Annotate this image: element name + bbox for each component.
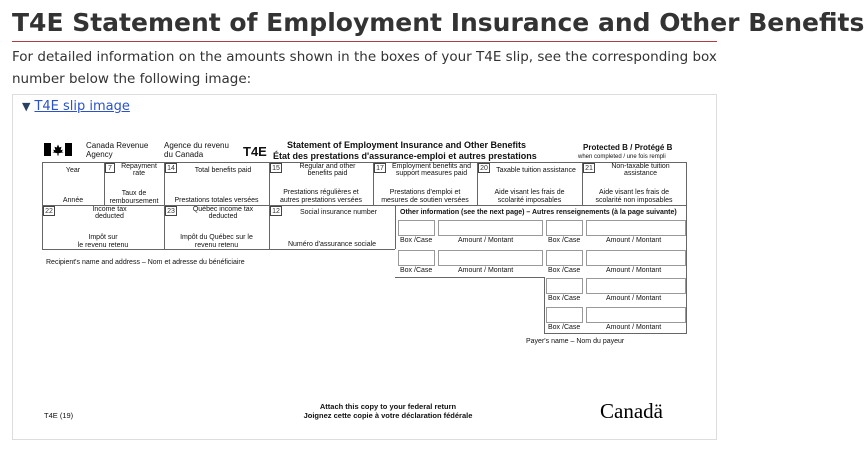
other-box-field	[398, 250, 435, 266]
agency-fr: Agence du revenu du Canada	[164, 141, 229, 159]
box-number-20: 20	[478, 163, 490, 173]
box-12-label-en: Social insurance number	[299, 209, 378, 216]
grid-line	[686, 205, 687, 334]
box-15-label-fr: Prestations régulières et autres prestations versées	[279, 189, 363, 204]
box-number-14: 14	[165, 163, 177, 173]
other-box-field	[398, 220, 435, 236]
other-box-field	[546, 250, 583, 266]
details-summary[interactable]	[22, 99, 130, 114]
title-rule	[12, 41, 717, 42]
agency-en: Canada Revenue Agency	[86, 141, 149, 159]
expand-triangle-icon: ▼	[22, 100, 31, 113]
box-case-label: Box /Case	[548, 237, 581, 244]
amount-label: Amount / Montant	[458, 237, 514, 244]
box-case-label: Box /Case	[400, 267, 433, 274]
box-case-label: Box /Case	[400, 237, 433, 244]
box-23-label-fr: Impôt du Québec sur le revenu retenu	[180, 234, 253, 249]
box-21-label-en: Non-taxable tuition assistance	[611, 163, 670, 177]
other-amount-field	[438, 220, 543, 236]
box-14-label-en: Total benefits paid	[194, 167, 252, 174]
recipient-label: Recipient's name and address – Nom et adresse du bénéficiaire	[46, 259, 245, 266]
box-23-label-en: Québec income tax deducted	[192, 206, 254, 220]
title-en: Statement of Employment Insurance and Other Benefits	[287, 140, 527, 150]
other-info-heading: Other information (see the next page) – Autres renseignements (à la page suivante)	[400, 209, 677, 216]
other-box-field	[546, 278, 583, 294]
canada-wordmark: Canadä	[600, 399, 663, 423]
box-22-label-fr: Impôt sur le revenu retenu	[77, 234, 129, 249]
box-12-label-fr: Numéro d'assurance sociale	[287, 241, 377, 248]
other-amount-field	[586, 278, 686, 294]
year-label-fr: Année	[62, 197, 84, 204]
box-number-7: 7	[105, 163, 115, 173]
box-22-label-en: Income tax deducted	[92, 206, 127, 220]
grid-line	[686, 162, 687, 205]
other-box-field	[546, 307, 583, 323]
year-label-en: Year	[65, 167, 81, 174]
box-14-label-fr: Prestations totales versées	[174, 197, 259, 204]
canada-flag-icon	[44, 143, 72, 156]
box-7-label-en: Repayment rate	[121, 163, 157, 177]
box-20-label-en: Taxable tuition assistance	[496, 167, 576, 174]
box-20-label-fr: Aide visant les frais de scolarité imposables	[494, 189, 565, 204]
box-21-label-fr: Aide visant les frais de scolarité non imposables	[595, 189, 673, 204]
other-amount-field	[438, 250, 543, 266]
form-id: T4E (19)	[44, 411, 74, 420]
box-number-21: 21	[583, 163, 595, 173]
grid-line	[395, 205, 396, 249]
page-title: T4E Statement of Employment Insurance and Other Benefits	[12, 8, 864, 37]
box-number-12: 12	[270, 206, 282, 216]
amount-label: Amount / Montant	[606, 267, 662, 274]
protected-label: Protected B / Protégé B	[583, 143, 673, 152]
other-box-field	[546, 220, 583, 236]
other-amount-field	[586, 307, 686, 323]
attach-en: Attach this copy to your federal return	[319, 402, 457, 411]
box-number-15: 15	[270, 163, 282, 173]
box-case-label: Box /Case	[548, 324, 581, 331]
box-7-label-fr: Taux de remboursement	[109, 190, 159, 205]
box-case-label: Box /Case	[548, 267, 581, 274]
form-code: T4E	[243, 144, 267, 159]
box-17-label-fr: Prestations d'emploi et mesures de soutien versées	[381, 189, 469, 204]
amount-label: Amount / Montant	[458, 267, 514, 274]
amount-label: Amount / Montant	[606, 295, 662, 302]
attach-fr: Joignez cette copie à votre déclaration fédérale	[303, 411, 473, 420]
slip-image-link[interactable]: T4E slip image	[34, 99, 130, 114]
grid-line	[395, 277, 545, 278]
amount-label: Amount / Montant	[606, 324, 662, 331]
intro-paragraph: For detailed information on the amounts shown in the boxes of your T4E slip, see the corresponding box number below the following image:	[12, 49, 717, 87]
other-amount-field	[586, 250, 686, 266]
grid-line	[544, 277, 545, 334]
payer-label: Payer's name – Nom du payeur	[526, 338, 625, 345]
grid-line	[544, 333, 687, 334]
box-17-label-en: Employment benefits and support measures paid	[392, 163, 471, 177]
box-15-label-en: Regular and other benefits paid	[299, 163, 356, 177]
box-number-17: 17	[374, 163, 386, 173]
box-number-23: 23	[165, 206, 177, 216]
title-fr: État des prestations d'assurance-emploi et autres prestations	[273, 151, 537, 161]
amount-label: Amount / Montant	[606, 237, 662, 244]
box-number-22: 22	[43, 206, 55, 216]
other-amount-field	[586, 220, 686, 236]
box-case-label: Box /Case	[548, 295, 581, 302]
protected-sub: when completed / une fois rempli	[578, 154, 666, 160]
